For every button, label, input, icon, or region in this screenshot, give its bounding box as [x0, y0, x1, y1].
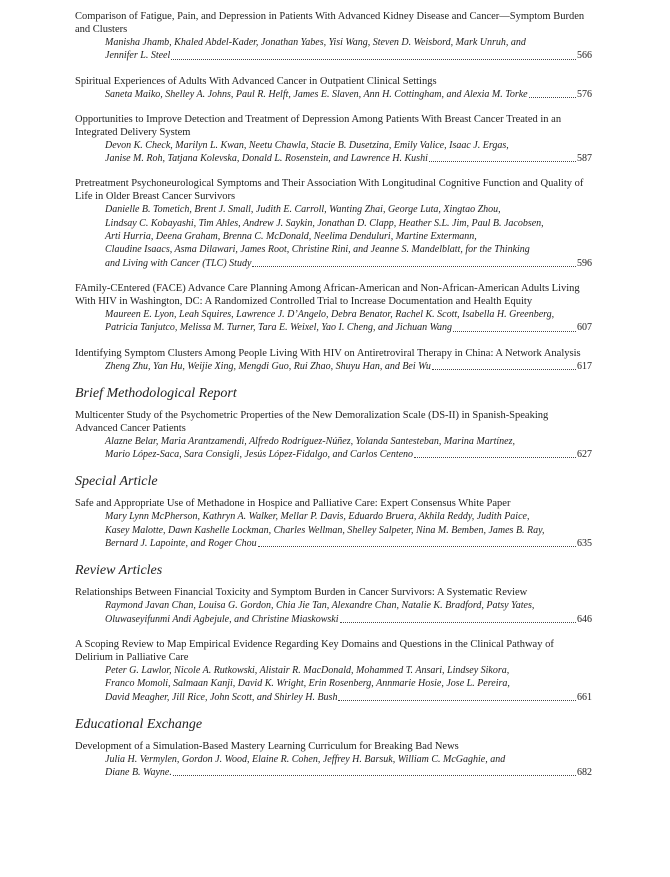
author-line: Mary Lynn McPherson, Kathryn A. Walker, Mellar P. Davis, Eduardo Bruera, Akhila Reddy, Judith Paice,	[105, 511, 530, 523]
page-number[interactable]: 587	[577, 153, 592, 165]
page-number[interactable]: 627	[577, 449, 592, 461]
section-heading: Review Articles	[75, 563, 163, 579]
article-title[interactable]: A Scoping Review to Map Empirical Evidence Regarding Key Domains and Questions in the Clinical Pathway of Delirium in Palliative Care	[75, 638, 554, 663]
table-of-contents	[75, 10, 592, 791]
dot-leader	[529, 97, 576, 98]
page-number[interactable]: 596	[577, 257, 592, 269]
author-line: Kasey Malotte, Dawn Kashelle Lockman, Charles Wellman, Shelley Salpeter, Nina M. Bemben, James B. Ray,	[105, 524, 545, 536]
author-line: and Living with Cancer (TLC) Study	[105, 257, 252, 269]
author-line: Patricia Tanjutco, Melissa M. Turner, Tara E. Weixel, Yao I. Cheng, and Jichuan Wang	[105, 322, 453, 334]
author-list	[105, 88, 592, 101]
dot-leader	[340, 622, 576, 623]
author-line: Peter G. Lawlor, Nicole A. Rutkowski, Alistair R. MacDonald, Mohammed T. Ansari, Lindsey Sikora,	[105, 664, 510, 676]
author-line-last	[105, 766, 592, 779]
article-title[interactable]: Identifying Symptom Clusters Among People Living With HIV on Antiretroviral Therapy in China: A Network Analysis	[75, 347, 581, 359]
section-heading: Educational Exchange	[75, 716, 203, 732]
article-title[interactable]: FAmily-CEntered (FACE) Advance Care Planning Among African-American and Non-African-American Adults Living With HIV in Washington, DC: A Randomized Controlled Trial to Increase Documentation and Health Equity	[75, 282, 580, 307]
toc-section	[75, 716, 592, 780]
dot-leader	[429, 161, 576, 162]
author-list	[105, 510, 592, 550]
article-title[interactable]: Development of a Simulation-Based Mastery Learning Curriculum for Breaking Bad News	[75, 740, 459, 752]
author-line: Jennifer L. Steel	[105, 50, 171, 62]
author-line: Zheng Zhu, Yan Hu, Weijie Xing, Mengdi Guo, Rui Zhao, Shuyu Han, and Bei Wu	[105, 360, 431, 372]
dot-leader	[173, 775, 576, 776]
author-line: Bernard J. Lapointe, and Roger Chou	[105, 538, 257, 550]
dot-leader	[338, 700, 576, 701]
author-line-last	[105, 321, 592, 334]
toc-entry[interactable]	[75, 409, 592, 462]
author-line-last	[105, 49, 592, 62]
author-list	[105, 36, 592, 63]
toc-section	[75, 10, 592, 373]
article-title[interactable]: Pretreatment Psychoneurological Symptoms and Their Association With Longitudinal Cognitive Function and Quality of Life in Older Breast Cancer Survivors	[75, 178, 584, 203]
article-title[interactable]: Relationships Between Financial Toxicity and Symptom Burden in Cancer Survivors: A Systematic Review	[75, 587, 528, 599]
author-line-last	[105, 448, 592, 461]
author-list	[105, 599, 592, 626]
toc-entry[interactable]	[75, 177, 592, 269]
author-line: Manisha Jhamb, Khaled Abdel-Kader, Jonathan Yabes, Yisi Wang, Steven D. Weisbord, Mark Unruh, and	[105, 37, 526, 48]
author-line-last	[105, 257, 592, 270]
author-line-last	[105, 537, 592, 550]
author-line: Danielle B. Tometich, Brent J. Small, Judith E. Carroll, Wanting Zhai, George Luta, Xingtao Zhou,	[105, 204, 501, 216]
toc-section	[75, 473, 592, 550]
author-line: Diane B. Wayne.	[105, 767, 172, 779]
section-heading: Brief Methodological Report	[75, 385, 237, 401]
section-heading: Special Article	[75, 474, 158, 490]
page-number[interactable]: 607	[577, 322, 592, 334]
page-number[interactable]: 682	[577, 767, 592, 779]
page-number[interactable]: 646	[577, 613, 592, 625]
author-line: Lindsay C. Kobayashi, Tim Ahles, Andrew J. Saykin, Jonathan D. Clapp, Heather S.L. Jim, Paul B. Jacobsen,	[105, 217, 544, 229]
toc-section	[75, 385, 592, 462]
toc-entry[interactable]	[75, 497, 592, 550]
page-number[interactable]: 576	[577, 88, 592, 100]
article-title[interactable]: Comparison of Fatigue, Pain, and Depression in Patients With Advanced Kidney Disease and Cancer—Symptom Burden and Clusters	[75, 11, 585, 35]
author-line-last	[105, 613, 592, 626]
author-list	[105, 203, 592, 269]
article-title[interactable]: Multicenter Study of the Psychometric Properties of the New Demoralization Scale (DS-II) in Spanish-Speaking Advanced Cancer Patients	[75, 409, 549, 434]
author-line-last	[105, 360, 592, 373]
toc-entry[interactable]	[75, 638, 592, 704]
dot-leader	[258, 546, 576, 547]
author-list	[105, 664, 592, 704]
page-number[interactable]: 617	[577, 360, 592, 372]
toc-entry[interactable]	[75, 347, 592, 373]
toc-entry[interactable]	[75, 586, 592, 626]
author-line: Claudine Isaacs, Asma Dilawari, James Root, Christine Rini, and Jeanne S. Mandelblatt, for the Thinking	[105, 244, 530, 256]
dot-leader	[252, 266, 576, 267]
toc-entry[interactable]	[75, 113, 592, 166]
toc-entry[interactable]	[75, 10, 592, 63]
author-line-last	[105, 88, 592, 101]
toc-entry[interactable]	[75, 282, 592, 335]
dot-leader	[453, 331, 576, 332]
author-line-last	[105, 152, 592, 165]
article-title[interactable]: Opportunities to Improve Detection and Treatment of Depression Among Patients With Breast Cancer Treated in an Integrated Delivery System	[75, 113, 562, 138]
page-number[interactable]: 661	[577, 691, 592, 703]
author-line: Arti Hurria, Deena Graham, Brenna C. McDonald, Neelima Denduluri, Martine Extermann,	[105, 231, 477, 243]
toc-section	[75, 562, 592, 703]
author-line: Julia H. Vermylen, Gordon J. Wood, Elaine R. Cohen, Jeffrey H. Barsuk, William C. McGaghie, and	[105, 753, 506, 765]
dot-leader	[414, 457, 576, 458]
article-title[interactable]: Spiritual Experiences of Adults With Advanced Cancer in Outpatient Clinical Settings	[75, 75, 437, 87]
author-line: Raymond Javan Chan, Louisa G. Gordon, Chia Jie Tan, Alexandre Chan, Natalie K. Bradford, Patsy Yates,	[105, 600, 535, 612]
article-title[interactable]: Safe and Appropriate Use of Methadone in Hospice and Palliative Care: Expert Consensus White Paper	[75, 498, 511, 510]
author-line: Maureen E. Lyon, Leah Squires, Lawrence J. D’Angelo, Debra Benator, Rachel K. Scott, Isabella H. Greenberg,	[105, 308, 555, 320]
author-list	[105, 360, 592, 373]
author-line: Alazne Belar, Maria Arantzamendi, Alfredo Rodríguez-Núñez, Yolanda Santesteban, Marina Martínez,	[105, 435, 515, 447]
author-line: Mario López-Saca, Sara Consigli, Jesús López-Fidalgo, and Carlos Centeno	[105, 449, 414, 461]
author-line: Saneta Maiko, Shelley A. Johns, Paul R. Helft, James E. Slaven, Ann H. Cottingham, and Alexia M. Torke	[105, 88, 528, 100]
author-line: David Meagher, Jill Rice, John Scott, and Shirley H. Bush	[105, 691, 338, 703]
author-line: Oluwaseyifunmi Andi Agbejule, and Christine Miaskowski	[105, 613, 339, 625]
toc-entry[interactable]	[75, 75, 592, 101]
toc-entry[interactable]	[75, 740, 592, 780]
dot-leader	[432, 369, 576, 370]
author-list	[105, 139, 592, 166]
author-list	[105, 753, 592, 780]
author-line-last	[105, 691, 592, 704]
dot-leader	[171, 59, 576, 60]
page-number[interactable]: 635	[577, 538, 592, 550]
page-number[interactable]: 566	[577, 50, 592, 62]
author-list	[105, 435, 592, 462]
author-line: Franco Momoli, Salmaan Kanji, David K. Wright, Erin Rosenberg, Annmarie Hosie, Jose L. Pereira,	[105, 678, 510, 690]
author-line: Janise M. Roh, Tatjana Kolevska, Donald L. Rosenstein, and Lawrence H. Kushi	[105, 153, 428, 165]
author-list	[105, 308, 592, 335]
author-line: Devon K. Check, Marilyn L. Kwan, Neetu Chawla, Stacie B. Dusetzina, Emily Valice, Isaac J. Ergas,	[105, 139, 509, 151]
